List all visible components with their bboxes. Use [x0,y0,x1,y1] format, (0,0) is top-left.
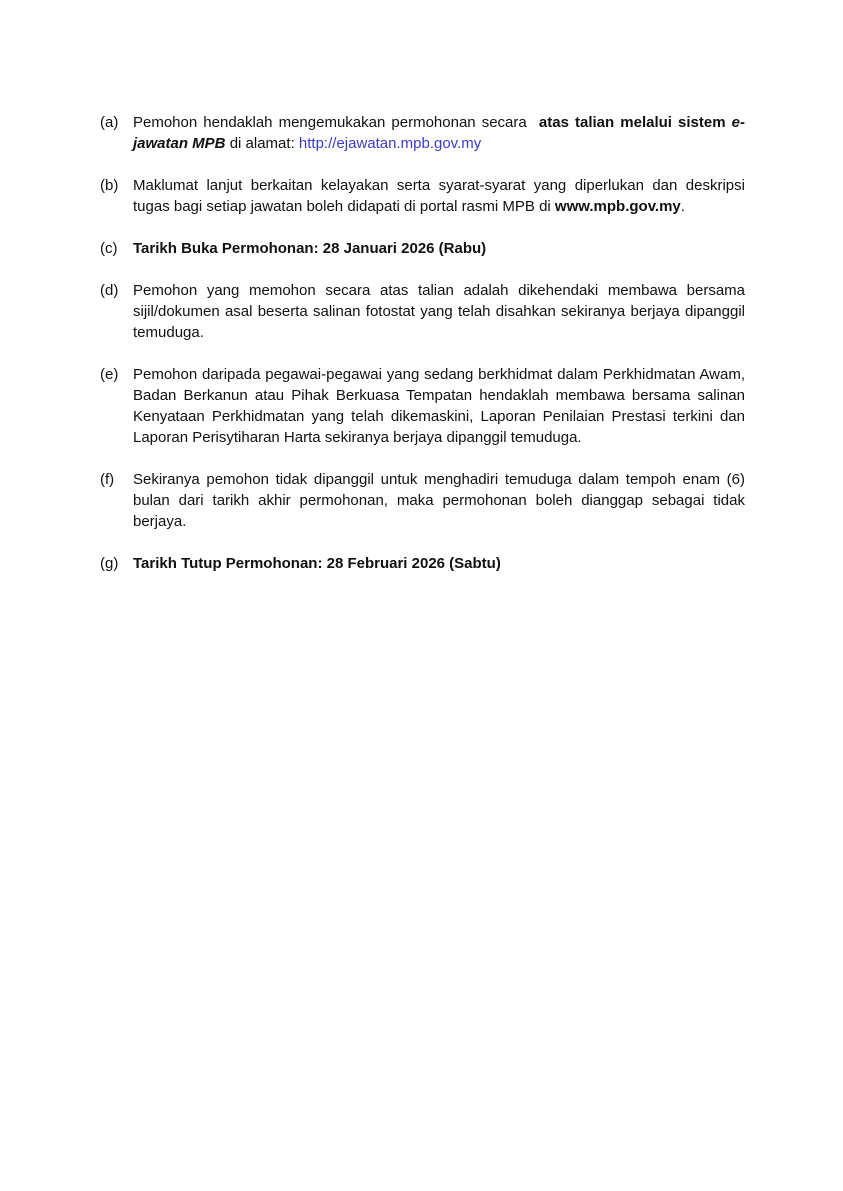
list-item [100,238,745,259]
text-segment: www.mpb.gov.my [554,198,681,215]
item-marker: (b) [100,177,119,194]
item-marker: (d) [100,282,119,299]
item-text [133,280,745,343]
text-segment: Maklumat lanjut berkaitan kelayakan serta syarat-syarat yang diperlukan dan deskripsi tugas bagi setiap jawatan boleh didapati di portal rasmi MPB di [133,177,745,215]
text-segment: Pemohon yang memohon secara atas talian adalah dikehendaki membawa bersama sijil/dokumen asal beserta salinan fotostat yang telah disahkan sekiranya berjaya dipanggil temuduga. [133,282,745,341]
list-item [100,364,745,448]
text-segment: Tarikh Buka Permohonan: 28 Januari 2026 (Rabu) [133,240,487,257]
item-text [133,364,745,448]
list-item [100,469,745,532]
item-text [133,112,745,154]
text-segment: Pemohon hendaklah mengemukakan permohonan secara [133,114,539,131]
text-segment: Tarikh Tutup Permohonan: 28 Februari 2026 (Sabtu) [133,555,501,572]
item-marker: (a) [100,114,119,131]
text-segment: Pemohon daripada pegawai-pegawai yang sedang berkhidmat dalam Perkhidmatan Awam, Badan Berkanun atau Pihak Berkuasa Tempatan hendaklah membawa bersama salinan Kenyataan Perkhidmatan yang telah dikemaskini, Laporan Penilaian Prestasi terkini dan Laporan Perisytiharan Harta sekiranya berjaya dipanggil temuduga. [133,366,745,446]
item-text [133,238,745,259]
item-marker: (c) [100,240,118,257]
list-item [100,175,745,217]
text-segment: e-jawatan MPB [133,114,745,152]
item-text [133,553,745,574]
item-marker: (e) [100,366,119,383]
ejawatan-link[interactable]: http://ejawatan.mpb.gov.my [298,135,482,152]
list-item [100,553,745,574]
text-segment: di alamat: [225,135,299,152]
item-list [100,112,745,574]
text-segment: Sekiranya pemohon tidak dipanggil untuk menghadiri temuduga dalam tempoh enam (6) bulan dari tarikh akhir permohonan, maka permohonan boleh dianggap sebagai tidak berjaya. [133,471,745,530]
list-item [100,112,745,154]
item-text [133,175,745,217]
item-marker: (f) [100,471,115,488]
text-segment: . [680,198,685,215]
item-text [133,469,745,532]
item-marker: (g) [100,555,119,572]
text-segment: atas talian melalui sistem [538,114,732,131]
list-item [100,280,745,343]
